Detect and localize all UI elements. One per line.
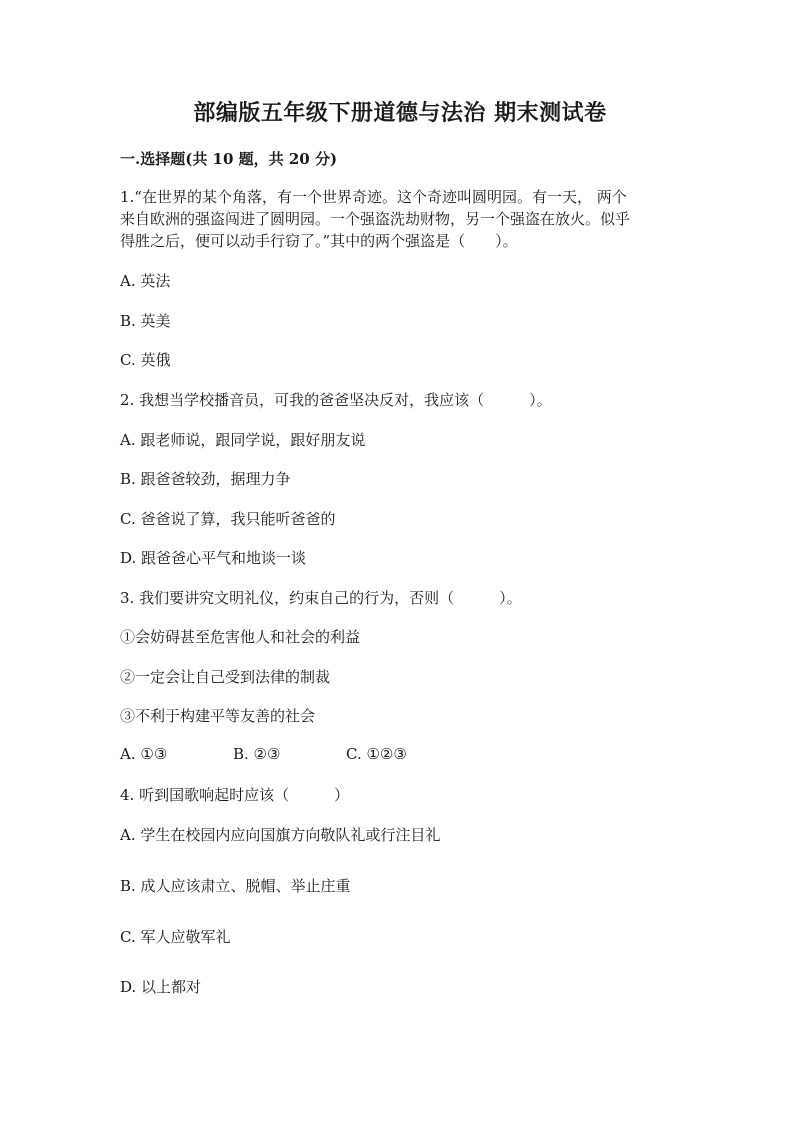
question-3-options [120,745,407,763]
question-1-option-b: B. 英美 [120,312,171,330]
question-3-option-c: C. ①②③ [346,745,407,763]
question-2-stem: 2. 我想当学校播音员，可我的爸爸坚决反对，我应该（ ）。 [120,391,552,409]
question-1-stem [120,186,682,252]
question-1-option-a: A. 英法 [120,272,171,290]
question-3-option-a: A. ①③ [120,745,168,763]
question-2-option-a: A. 跟老师说，跟同学说，跟好朋友说 [120,431,366,449]
question-3-item-2: ②一定会让自己受到法律的制裁 [120,668,331,686]
question-text-line: 1.“在世界的某个角落，有一个世界奇迹。这个奇迹叫圆明园。有一天， 两个 [120,188,627,206]
question-2-option-d: D. 跟爸爸心平气和地谈一谈 [120,549,307,567]
question-2-option-c: C. 爸爸说了算，我只能听爸爸的 [120,510,336,528]
question-text-line: 得胜之后，便可以动手行窃了。”其中的两个强盗是（ ）。 [120,232,518,250]
question-4-option-b: B. 成人应该肃立、脱帽、举止庄重 [120,877,351,895]
page-title: 部编版五年级下册道德与法治 期末测试卷 [193,100,607,126]
question-3-stem: 3. 我们要讲究文明礼仪，约束自己的行为，否则（ ）。 [120,589,522,607]
question-text-line: 来自欧洲的强盗闯进了圆明园。一个强盗洗劫财物，另一个强盗在放火。似乎 [120,210,631,228]
question-3-item-1: ①会妨碍甚至危害他人和社会的利益 [120,628,361,646]
question-2-option-b: B. 跟爸爸较劲，据理力争 [120,470,291,488]
question-3-item-3: ③不利于构建平等友善的社会 [120,707,316,725]
question-3-option-b: B. ②③ [233,745,281,763]
question-4-stem: 4. 听到国歌响起时应该（ ） [120,786,350,804]
section-heading: 一.选择题(共 10 题，共 20 分) [120,150,338,168]
question-4-option-d: D. 以上都对 [120,978,202,996]
question-4-option-a: A. 学生在校园内应向国旗方向敬队礼或行注目礼 [120,826,441,844]
question-1-option-c: C. 英俄 [120,351,171,369]
question-4-option-c: C. 军人应敬军礼 [120,928,231,946]
